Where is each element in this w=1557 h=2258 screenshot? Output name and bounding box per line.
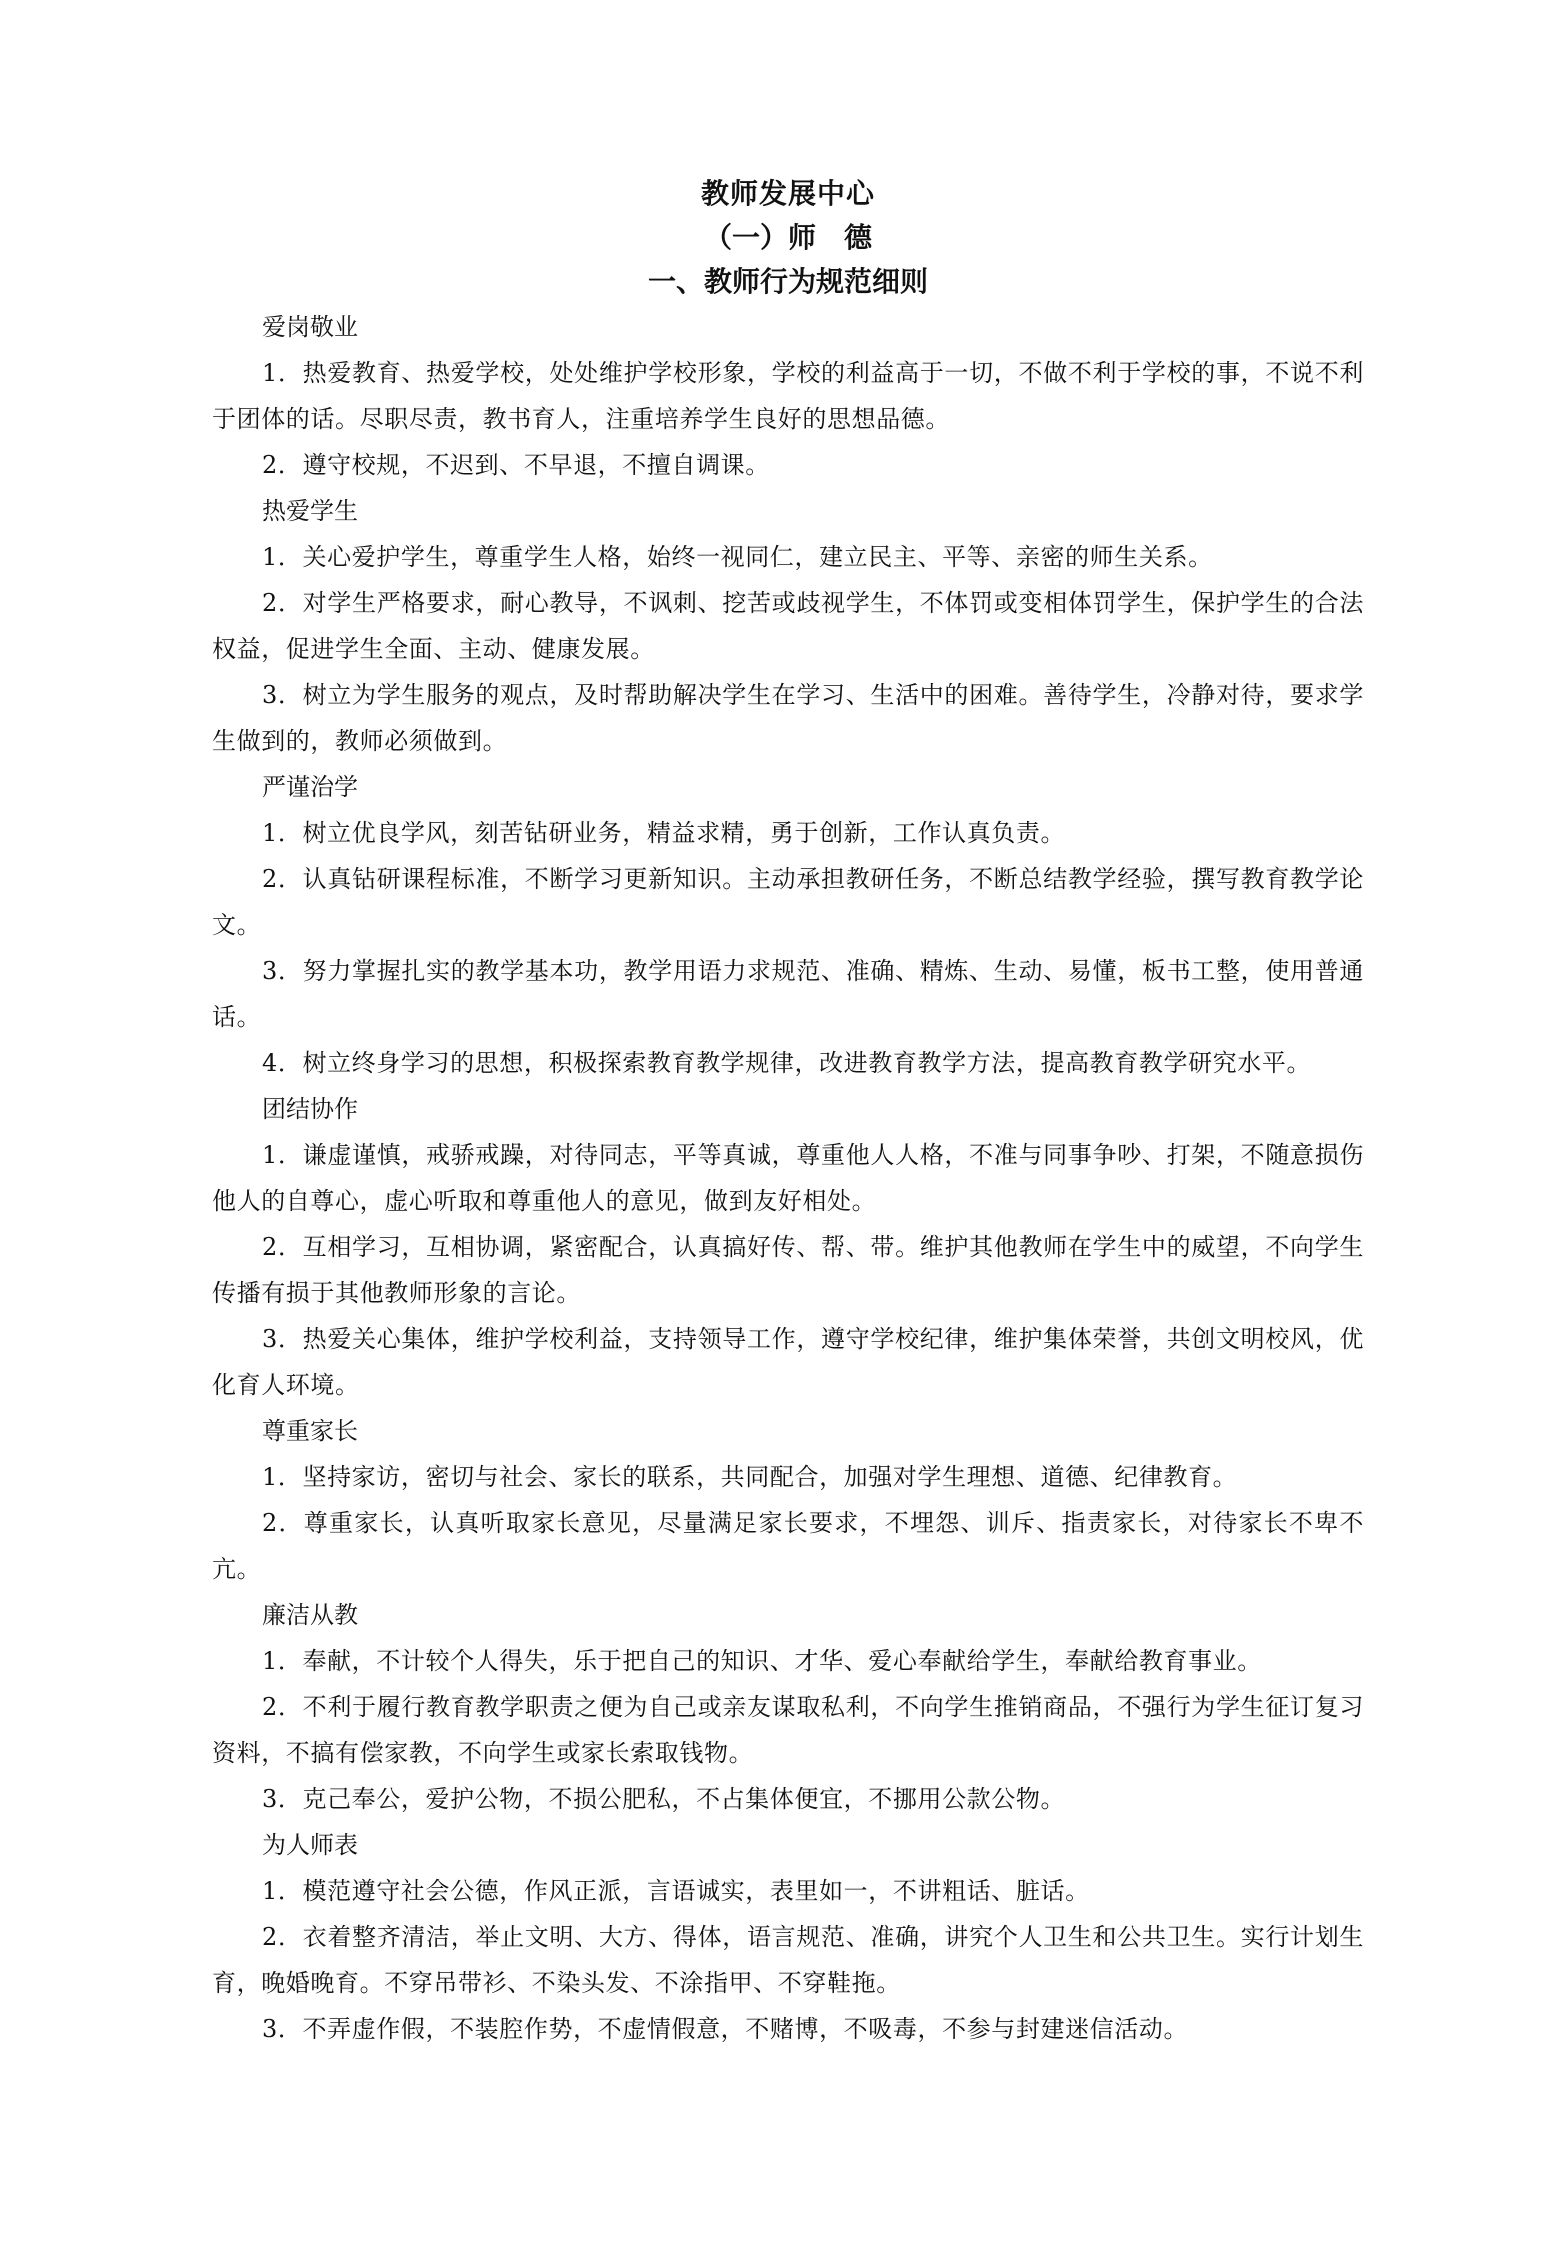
list-item: 1．热爱教育、热爱学校，处处维护学校形象，学校的利益高于一切，不做不利于学校的事，不说不利于团体的话。尽职尽责，教书育人，注重培养学生良好的思想品德。 <box>212 359 1364 433</box>
part-title: （一）师 德 <box>703 221 872 254</box>
list-item: 1．树立优良学风，刻苦钻研业务，精益求精，勇于创新，工作认真负责。 <box>262 819 1066 847</box>
list-item: 1．关心爱护学生，尊重学生人格，始终一视同仁，建立民主、平等、亲密的师生关系。 <box>262 543 1213 571</box>
list-item: 2．互相学习，互相协调，紧密配合，认真搞好传、帮、带。维护其他教师在学生中的威望，不向学生传播有损于其他教师形象的言论。 <box>212 1233 1364 1307</box>
section-title: 尊重家长 <box>262 1417 358 1445</box>
list-item: 2．对学生严格要求，耐心教导，不讽刺、挖苦或歧视学生，不体罚或变相体罚学生，保护学生的合法权益，促进学生全面、主动、健康发展。 <box>212 589 1364 663</box>
section-title: 严谨治学 <box>262 773 358 801</box>
section-zunzhong <box>212 1408 1364 1592</box>
section-title: 为人师表 <box>262 1831 358 1859</box>
list-item: 2．衣着整齐清洁，举止文明、大方、得体，语言规范、准确，讲究个人卫生和公共卫生。实行计划生育，晚婚晚育。不穿吊带衫、不染头发、不涂指甲、不穿鞋拖。 <box>212 1923 1364 1997</box>
list-item: 3．热爱关心集体，维护学校利益，支持领导工作，遵守学校纪律，维护集体荣誉，共创文明校风，优化育人环境。 <box>212 1325 1364 1399</box>
list-item: 1．奉献，不计较个人得失，乐于把自己的知识、才华、爱心奉献给学生，奉献给教育事业。 <box>262 1647 1262 1675</box>
list-item: 2．认真钻研课程标准，不断学习更新知识。主动承担教研任务，不断总结教学经验，撰写教育教学论文。 <box>212 865 1364 939</box>
list-item: 1．谦虚谨慎，戒骄戒躁，对待同志，平等真诚，尊重他人人格，不准与同事争吵、打架，不随意损伤他人的自尊心，虚心听取和尊重他人的意见，做到友好相处。 <box>212 1141 1364 1215</box>
section-heading: 一、教师行为规范细则 <box>647 265 928 298</box>
section-title: 热爱学生 <box>262 497 358 525</box>
section-weiren <box>212 1822 1364 2052</box>
list-item: 3．不弄虚作假，不装腔作势，不虚情假意，不赌博，不吸毒，不参与封建迷信活动。 <box>262 2015 1189 2043</box>
department-title: 教师发展中心 <box>700 177 875 210</box>
section-tuanjie <box>212 1086 1364 1408</box>
section-title: 廉洁从教 <box>262 1601 358 1629</box>
section-title: 爱岗敬业 <box>262 313 358 341</box>
list-item: 2．尊重家长，认真听取家长意见，尽量满足家长要求，不埋怨、训斥、指责家长，对待家长不卑不亢。 <box>212 1509 1364 1583</box>
list-item: 4．树立终身学习的思想，积极探索教育教学规律，改进教育教学方法，提高教育教学研究水平。 <box>262 1049 1312 1077</box>
section-lianjie <box>212 1592 1364 1822</box>
section-yanjin <box>212 764 1364 1086</box>
list-item: 3．树立为学生服务的观点，及时帮助解决学生在学习、生活中的困难。善待学生，冷静对待，要求学生做到的，教师必须做到。 <box>212 681 1364 755</box>
list-item: 3．努力掌握扎实的教学基本功，教学用语力求规范、准确、精炼、生动、易懂，板书工整，使用普通话。 <box>212 957 1364 1031</box>
section-reai <box>212 488 1364 764</box>
list-item: 2．遵守校规，不迟到、不早退，不擅自调课。 <box>262 451 770 479</box>
list-item: 1．模范遵守社会公德，作风正派，言语诚实，表里如一，不讲粗话、脏话。 <box>262 1877 1090 1905</box>
list-item: 3．克己奉公，爱护公物，不损公肥私，不占集体便宜，不挪用公款公物。 <box>262 1785 1066 1813</box>
document-page <box>212 172 1364 2052</box>
section-title: 团结协作 <box>262 1095 358 1123</box>
list-item: 1．坚持家访，密切与社会、家长的联系，共同配合，加强对学生理想、道德、纪律教育。 <box>262 1463 1238 1491</box>
section-aigang <box>212 304 1364 488</box>
list-item: 2．不利于履行教育教学职责之便为自己或亲友谋取私利，不向学生推销商品，不强行为学生征订复习资料，不搞有偿家教，不向学生或家长索取钱物。 <box>212 1693 1364 1767</box>
